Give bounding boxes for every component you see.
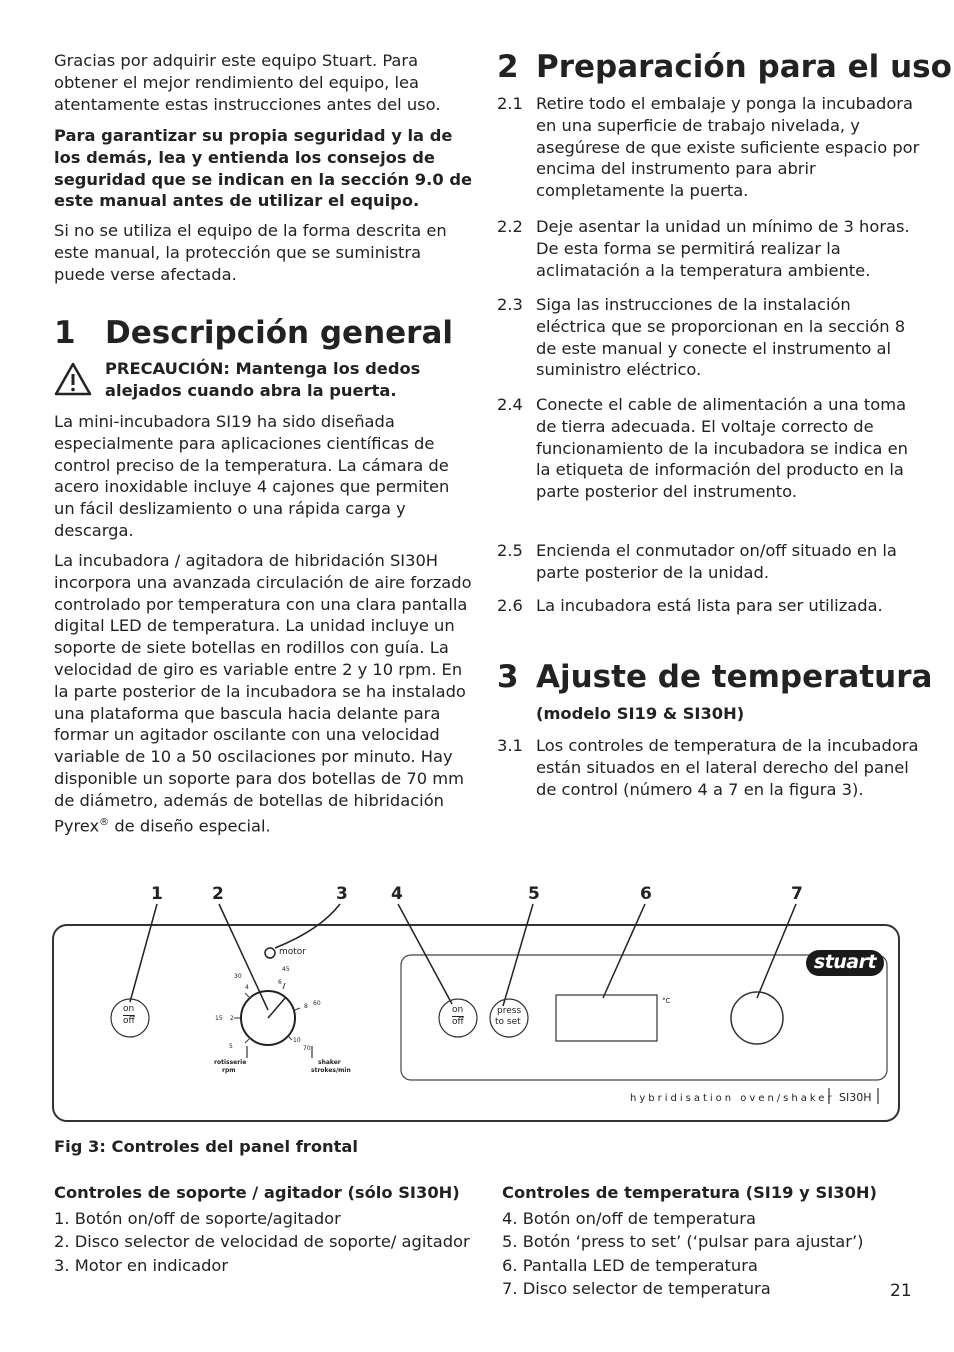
safety-notice: Para garantizar su propia seguridad y la de los demás, lea y entienda los consejos de seguridad que se indican en la sección 9.0 de este manual antes de utilizar el equipo. (54, 126, 473, 211)
callout-4: 4 (391, 884, 403, 904)
model-code: SI30H (839, 1091, 872, 1104)
celsius-label: °C (662, 997, 671, 1005)
caution-text: PRECAUCIÓN: Mantenga los dedos alejados cuando abra la puerta. (105, 359, 421, 400)
center-5: 5 (229, 1043, 233, 1050)
callout-6: 6 (640, 884, 652, 904)
stand-shaker-controls (54, 1181, 484, 1277)
callout-3: 3 (336, 884, 348, 904)
figure-caption: Fig 3: Controles del panel frontal (54, 1137, 358, 1156)
item-text: Retire todo el embalaje y ponga la incubadora en una superficie de trabajo nivelada, y asegúrese de que existe suficiente espacio por encima del instrumento para abrir completamente la puerta. (536, 94, 920, 201)
section-1-number: 1 (54, 315, 76, 351)
strokes-70: 70 (303, 1045, 311, 1052)
item-text: Encienda el conmutador on/off situado en la parte posterior de la unidad. (536, 541, 897, 582)
strokes-15: 15 (215, 1015, 223, 1022)
to-set-label: to set (495, 1017, 521, 1027)
item-text: Deje asentar la unidad un mínimo de 3 horas. De esta forma se permitirá realizar la aclimatación a la temperatura ambiente. (536, 217, 910, 280)
list-item: 3. Motor en indicador (54, 1255, 229, 1275)
section-3-number: 3 (497, 659, 519, 695)
item-number: 3.1 (497, 736, 523, 755)
motor-label: motor (279, 947, 307, 957)
rpm-6: 6 (278, 979, 282, 986)
rotisserie-label: rotisserie (214, 1059, 247, 1066)
si30h-description-text: La incubadora / agitadora de hibridación SI30H incorpora una avanzada circulación de aire forzado controlado por temperatura con una clara pantalla digital LED de temperatura. La unidad incluye un soporte de siete botellas en rodillos con guía. La velocidad de giro es variable entre 2 y 10 rpm. En la parte posterior de la incubadora se ha instalado una plataforma que bascula hacia delante para formar un agitador oscilante con una velocidad variable de 10 a 50 oscilaciones por minuto. Hay disponible un soporte para dos botellas de 70 mm de diámetro, además de botellas de hibridación Pyrex (54, 551, 472, 835)
rotisserie-rpm-label: rpm (222, 1067, 236, 1074)
callout-1: 1 (151, 884, 163, 904)
press-label: press (497, 1006, 522, 1016)
item-text: La incubadora está lista para ser utilizada. (536, 596, 883, 615)
list-item: 7. Disco selector de temperatura (502, 1279, 771, 1298)
stand-shaker-heading: Controles de soporte / agitador (sólo SI30H) (54, 1183, 460, 1202)
list-item: 4. Botón on/off de temperatura (502, 1208, 756, 1228)
section-3-subtitle: (modelo SI19 & SI30H) (536, 704, 745, 723)
rpm-4: 4 (245, 984, 249, 991)
intro-paragraph: Gracias por adquirir este equipo Stuart. Para obtener el mejor rendimiento del equipo, lea atentamente estas instrucciones antes del uso. (54, 51, 441, 114)
item-text: Los controles de temperatura de la incubadora están situados en el lateral derecho del panel de control (número 4 a 7 en la figura 3). (536, 736, 919, 799)
rpm-10: 10 (293, 1037, 301, 1044)
item-text: Conecte el cable de alimentación a una toma de tierra adecuada. El voltaje correcto de funcionamiento de la incubadora se indica en la etiqueta de información del producto en la parte posterior del instrumento. (536, 395, 908, 502)
list-item: 2. Disco selector de velocidad de soporte/ agitador (54, 1232, 470, 1251)
item-number: 2.5 (497, 541, 523, 560)
shaker-strokes-label: strokes/min (311, 1067, 351, 1074)
section-2-title: Preparación para el uso (536, 49, 952, 85)
off-label-1: $\overline{off}$ (123, 1016, 135, 1026)
si30h-description-end: de diseño especial. (109, 815, 271, 835)
list-item: 1. Botón on/off de soporte/agitador (54, 1208, 341, 1228)
item-number: 2.2 (497, 217, 523, 236)
section-3-title: Ajuste de temperatura (536, 659, 933, 695)
si19-description: La mini-incubadora SI19 ha sido diseñada especialmente para aplicaciones científicas de control preciso de la temperatura. La cámara de acero inoxidable incluye 4 cajones que permiten un fácil deslizamiento o una rápida carga y descarga. (54, 412, 450, 540)
callout-5: 5 (528, 884, 540, 904)
item-number: 2.3 (497, 295, 523, 314)
strokes-60: 60 (313, 1000, 321, 1007)
rpm-2: 2 (230, 1015, 234, 1022)
item-number: 2.6 (497, 596, 523, 615)
callout-2: 2 (212, 884, 224, 904)
section-1-title: Descripción general (105, 315, 453, 351)
strokes-30: 30 (234, 973, 242, 980)
off-label-2: $\overline{off}$ (452, 1017, 464, 1027)
rpm-8: 8 (304, 1003, 308, 1010)
item-number: 2.1 (497, 94, 523, 113)
callout-7: 7 (791, 884, 803, 904)
strokes-45: 45 (282, 966, 290, 973)
on-label-1: on (123, 1004, 135, 1014)
model-line: hybridisation oven/shaker (630, 1093, 835, 1104)
temperature-controls-heading: Controles de temperatura (SI19 y SI30H) (502, 1183, 877, 1202)
protection-notice: Si no se utiliza el equipo de la forma descrita en este manual, la protección que se suministra puede verse afectada. (54, 221, 447, 284)
on-label-2: on (452, 1005, 464, 1015)
section-2-number: 2 (497, 49, 519, 85)
list-item: 6. Pantalla LED de temperatura (502, 1255, 758, 1275)
item-text: Siga las instrucciones de la instalación eléctrica que se proporcionan en la sección 8 de este manual y conecte el instrumento al suministro eléctrico. (536, 295, 906, 380)
temperature-controls (502, 1181, 902, 1301)
shaker-label: shaker (318, 1059, 341, 1066)
page-number: 21 (890, 1281, 912, 1301)
registered-mark: ® (99, 816, 110, 828)
item-number: 2.4 (497, 395, 523, 414)
list-item: 5. Botón ‘press to set’ (‘pulsar para ajustar’) (502, 1232, 864, 1251)
stuart-logo: stuart (813, 951, 877, 973)
